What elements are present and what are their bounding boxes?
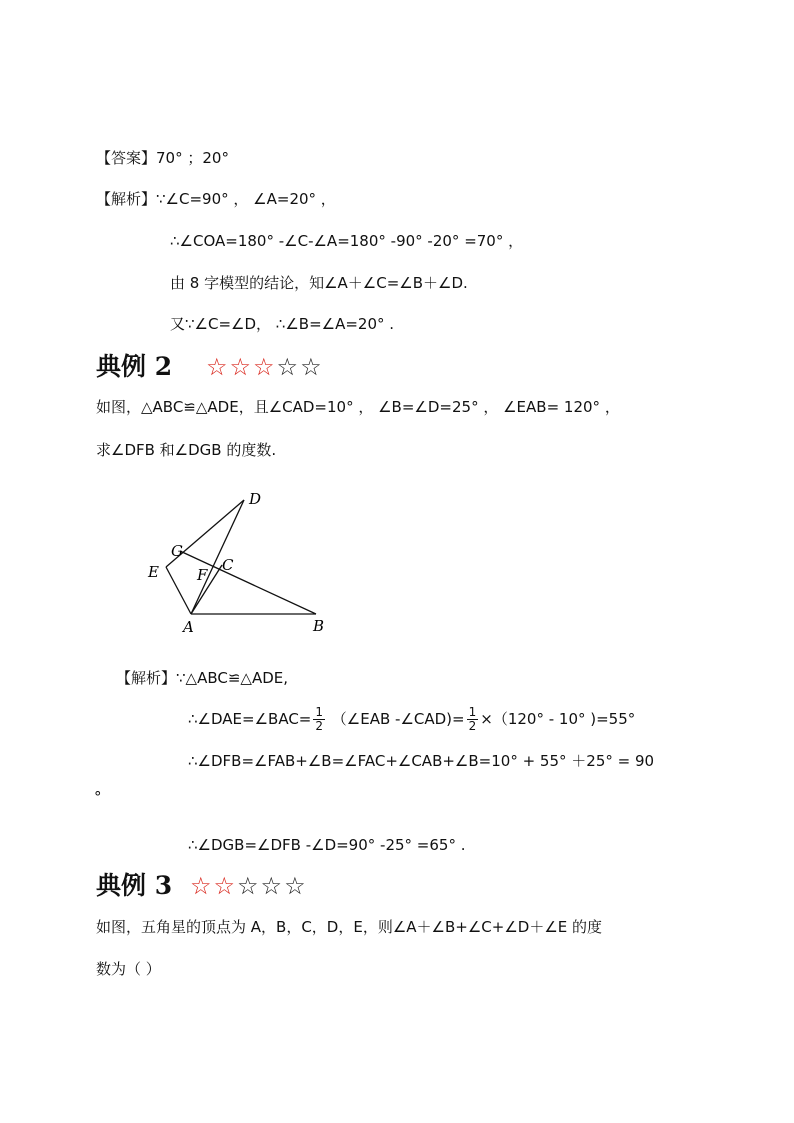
analysis2-line2-part-a: ∴∠DAE=∠BAC= <box>188 710 312 728</box>
example3-question-line-1: 如图，五角星的顶点为 A，B，C，D，E，则∠A＋∠B+∠C+∠D＋∠E 的度 <box>96 918 603 936</box>
star-outline-icon: ☆ <box>237 872 261 900</box>
label-g: G <box>171 542 183 560</box>
label-b: B <box>313 617 325 635</box>
star-outline-icon: ☆ <box>190 872 214 900</box>
analysis1-text-1: ∵∠C=90° ， ∠A=20° ， <box>156 190 336 208</box>
answer-line <box>96 148 229 168</box>
star-outline-icon: ☆ <box>284 872 308 900</box>
label-c: C <box>222 556 234 574</box>
analysis2-line-1 <box>116 668 288 688</box>
analysis2-label: 【解析】 <box>116 669 177 687</box>
analysis1-line-2: ∴∠COA=180° -∠C-∠A=180° -90° -20° =70° ， <box>170 232 524 250</box>
label-d: D <box>249 490 262 508</box>
analysis2-line-2 <box>188 706 635 733</box>
answer-value: 70° ；20° <box>156 149 229 167</box>
example3-question-line-2: 数为（ ） <box>96 960 161 978</box>
geometry-figure <box>0 478 794 658</box>
analysis2-line-3-continuation: ° <box>94 788 102 806</box>
star-outline-icon: ☆ <box>276 353 301 381</box>
star-outline-icon: ☆ <box>260 872 285 900</box>
label-e: E <box>148 563 159 581</box>
fraction-half <box>313 706 325 733</box>
fraction-denominator: 2 <box>468 719 477 733</box>
analysis2-line-4: ∴∠DGB=∠DFB -∠D=90° -25° =65° . <box>188 836 466 854</box>
example2-question-line-2: 求∠DFB 和∠DGB 的度数. <box>96 441 277 459</box>
analysis2-line-3: ∴∠DFB=∠FAB+∠B=∠FAC+∠CAB+∠B=10° + 55° ＋25° = 90 <box>188 752 655 770</box>
star-outline-icon: ☆ <box>253 353 277 381</box>
analysis2-line2-part-c: ×（120° - 10° )=55° <box>480 710 636 728</box>
star-outline-icon: ☆ <box>206 353 230 381</box>
star-outline-icon: ☆ <box>300 353 324 381</box>
analysis1-line-4: 又∵∠C=∠D， ∴∠B=∠A=20° . <box>170 315 395 333</box>
answer-label: 【答案】 <box>96 149 157 167</box>
fraction-numerator: 1 <box>315 705 324 719</box>
example2-title: 典例 2 <box>96 352 173 381</box>
example2-question-line-1: 如图，△ABC≌△ADE，且∠CAD=10° ， ∠B=∠D=25° ， ∠EAB= 120° ， <box>96 398 620 416</box>
analysis2-line2-part-b: （∠EAB -∠CAD)= <box>327 710 465 728</box>
fraction-half <box>467 706 479 733</box>
example2-difficulty-stars <box>206 351 324 383</box>
analysis1-line-1 <box>96 189 336 209</box>
star-outline-icon: ☆ <box>229 353 254 381</box>
fraction-numerator: 1 <box>468 705 477 719</box>
example3-difficulty-stars <box>190 870 308 902</box>
fraction-denominator: 2 <box>315 719 324 733</box>
analysis1-line-3: 由 8 字模型的结论，知∠A＋∠C=∠B＋∠D. <box>170 274 468 292</box>
analysis2-text-1: ∵△ABC≌△ADE, <box>176 669 289 687</box>
star-outline-icon: ☆ <box>213 872 238 900</box>
example3-title: 典例 3 <box>96 871 173 900</box>
label-a: A <box>183 618 194 636</box>
label-f: F <box>197 566 208 584</box>
analysis1-label: 【解析】 <box>96 190 157 208</box>
